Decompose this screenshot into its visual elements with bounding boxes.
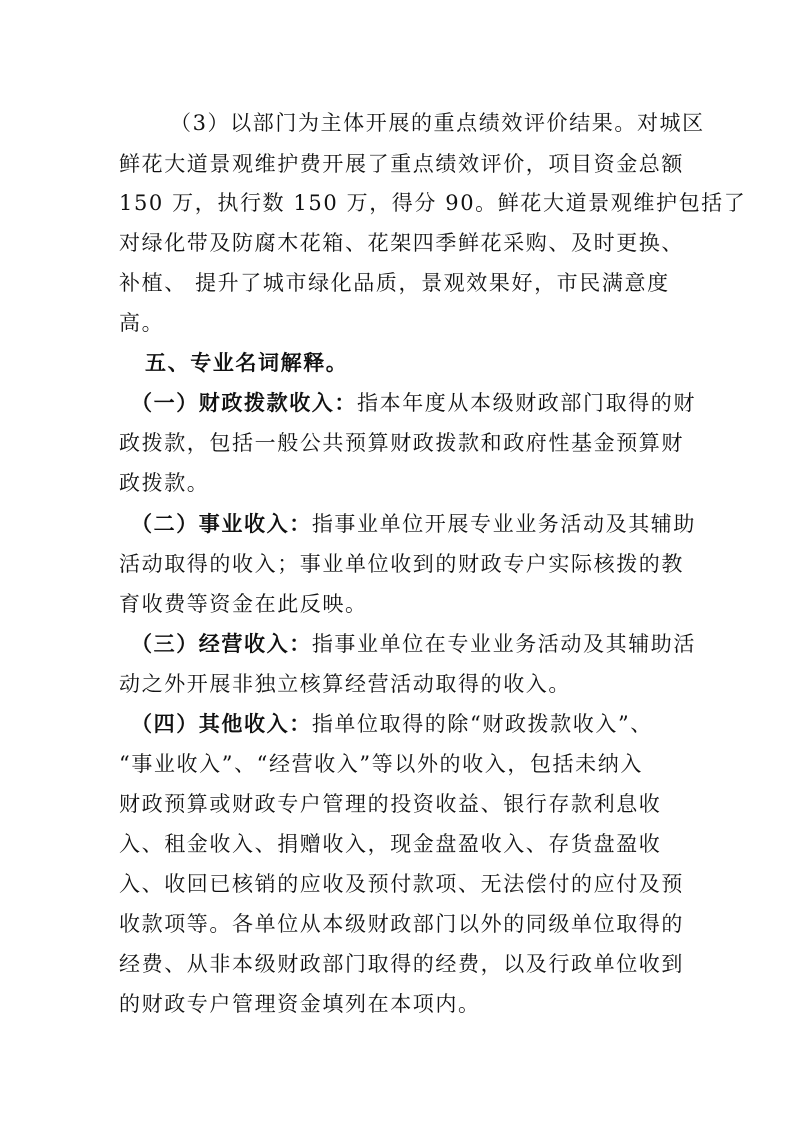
para1-line-1: （3）以部门为主体开展的重点绩效评价结果。对城区 — [170, 111, 705, 135]
item2-first-line — [131, 510, 696, 538]
item3-text: 指事业单位在专业业务活动及其辅助活 — [311, 632, 697, 656]
item4-line-4: 入、租金收入、捐赠收入，现金盘盈收入、存货盘盈收 — [119, 832, 662, 856]
item4-line-6: 收款项等。各单位从本级财政部门以外的同级单位取得的 — [119, 912, 684, 936]
section-heading: 五、专业名词解释。 — [145, 351, 349, 375]
item2-line-2: 活动取得的收入；事业单位收到的财政专户实际核拨的教 — [119, 552, 684, 576]
item2-text: 指事业单位开展专业业务活动及其辅助 — [311, 512, 697, 536]
item4-term: （四）其他收入： — [131, 712, 312, 736]
para1-line-4: 对绿化带及防腐木花箱、花架四季鲜花采购、及时更换、 — [119, 231, 684, 255]
item4-line-3: 财政预算或财政专户管理的投资收益、银行存款利息收 — [119, 792, 662, 816]
item4-line-7: 经费、从非本级财政部门取得的经费，以及行政单位收到 — [119, 952, 684, 976]
para1-line-3: 150 万，执行数 150 万，得分 90。鲜花大道景观维护包括了 — [119, 191, 747, 215]
item1-first-line — [131, 389, 696, 417]
item3-line-2: 动之外开展非独立核算经营活动取得的收入。 — [119, 672, 571, 696]
para1-line-2: 鲜花大道景观维护费开展了重点绩效评价，项目资金总额 — [119, 152, 684, 176]
item4-line-8: 的财政专户管理资金填列在本项内。 — [119, 992, 481, 1016]
item1-term: （一）财政拨款收入： — [131, 391, 357, 415]
item2-line-3: 育收费等资金在此反映。 — [119, 592, 368, 616]
item3-term: （三）经营收入： — [131, 632, 312, 656]
item4-line-2: “事业收入”、“经营收入”等以外的收入，包括未纳入 — [119, 752, 643, 776]
para1-line-5: 补植、 提升了城市绿化品质，景观效果好，市民满意度 — [119, 271, 670, 295]
item4-line-5: 入、收回已核销的应收及预付款项、无法偿付的应付及预 — [119, 872, 684, 896]
para1-line-6: 高。 — [119, 311, 165, 335]
item4-first-line — [131, 710, 653, 738]
item4-text: 指单位取得的除“财政拨款收入”、 — [311, 712, 653, 736]
item3-first-line — [131, 630, 696, 658]
item1-text: 指本年度从本级财政部门取得的财 — [357, 391, 696, 415]
item1-line-3: 政拨款。 — [119, 471, 210, 495]
item2-term: （二）事业收入： — [131, 512, 312, 536]
item1-line-2: 政拨款，包括一般公共预算财政拨款和政府性基金预算财 — [119, 431, 684, 455]
